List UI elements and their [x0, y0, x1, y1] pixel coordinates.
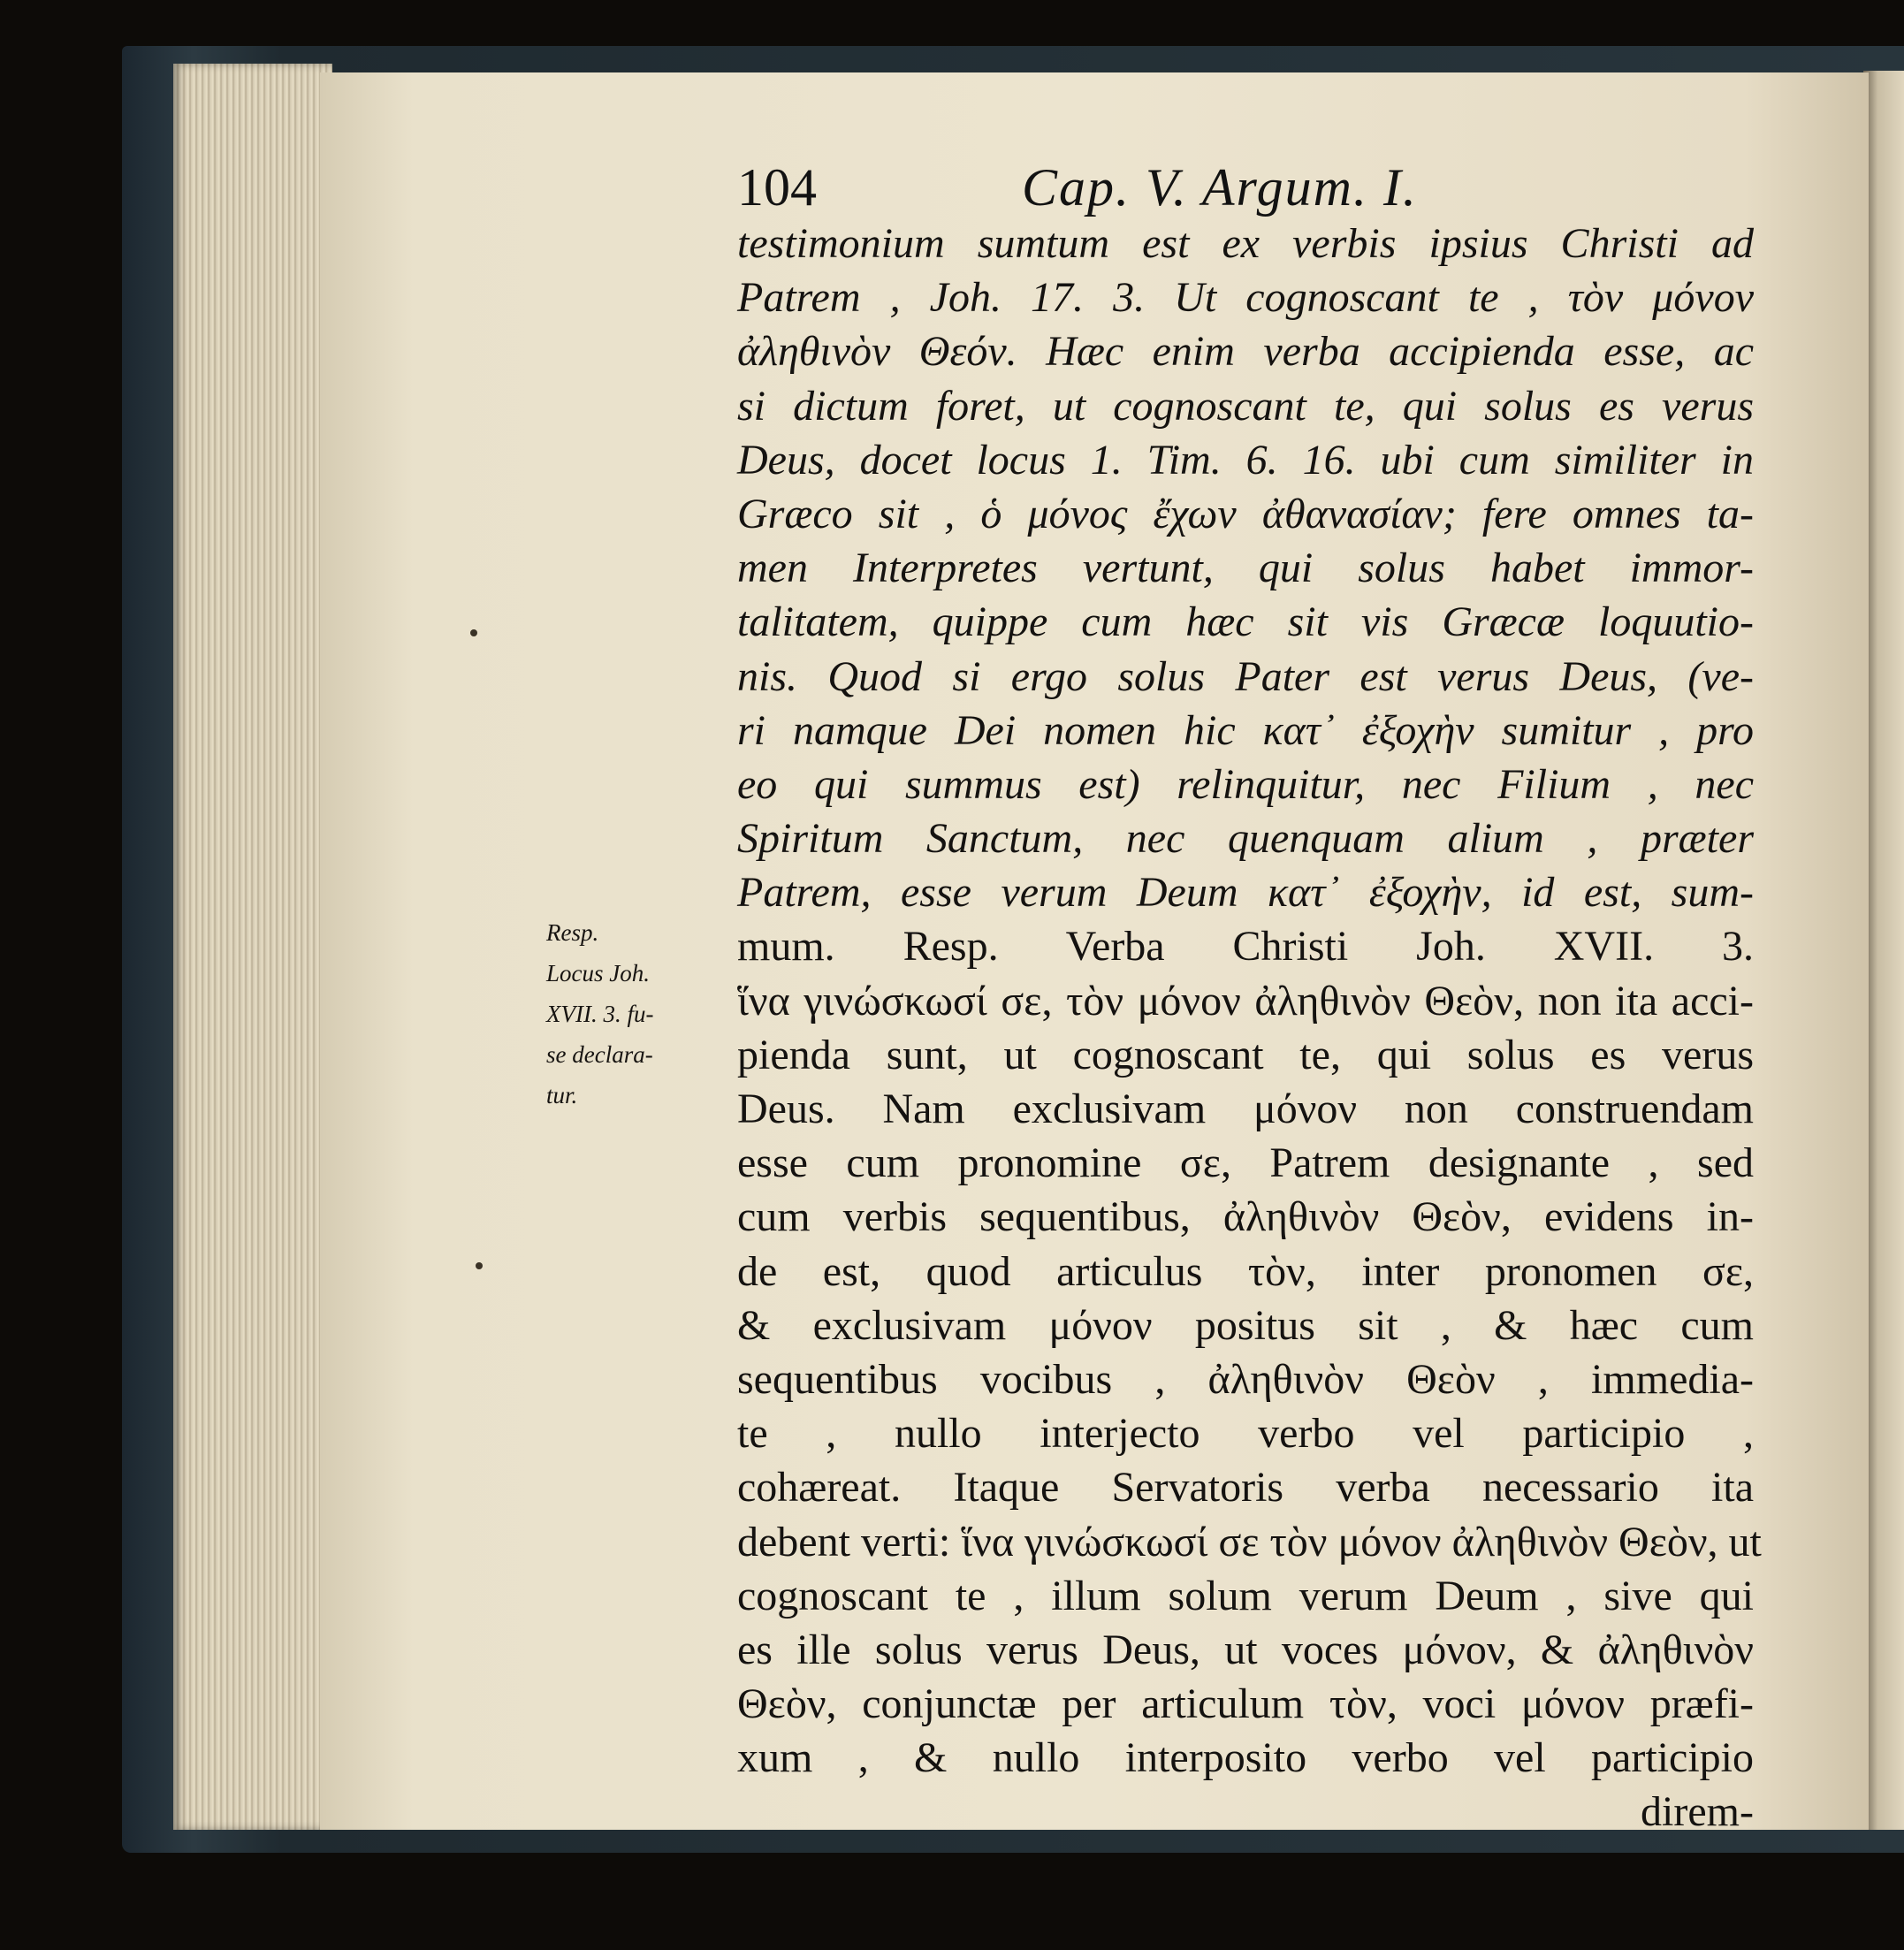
text-line: cum verbis sequentibus, ἀληθινὸν Θεὸν, evidens in-	[737, 1193, 1754, 1241]
text-line: ἵνα γινώσκωσί σε, τὸν μόνον ἀληθινὸν Θεὸν, non ita acci-	[737, 977, 1754, 1025]
text-line: talitatem, quippe cum hæc sit vis Græcæ loquutio-	[737, 598, 1754, 646]
facing-page-edge	[1863, 71, 1904, 1830]
text-line: mum. Resp. Verba Christi Joh. XVII. 3.	[737, 923, 1754, 971]
text-line: cognoscant te , illum solum verum Deum , sive qui	[737, 1572, 1754, 1619]
text-line: de est, quod articulus τὸν, inter pronomen σε,	[737, 1247, 1754, 1295]
margin-note-line: Locus Joh.	[546, 960, 650, 986]
text-line: testimonium sumtum est ex verbis ipsius Christi ad	[737, 220, 1754, 267]
text-line: sequentibus vocibus , ἀληθινὸν Θεὸν , immedia-	[737, 1355, 1754, 1403]
text-line: xum , & nullo interposito verbo vel participio	[737, 1734, 1754, 1782]
text-line: si dictum foret, ut cognoscant te, qui solus es verus	[737, 382, 1754, 430]
text-line: eo qui summus est) relinquitur, nec Filium , nec	[737, 760, 1754, 808]
margin-note-line: se declara-	[546, 1041, 653, 1068]
text-line: Spiritum Sanctum, nec quenquam alium , præter	[737, 815, 1754, 863]
text-line: Θεὸν, conjunctæ per articulum τὸν, voci μόνον præfi-	[737, 1680, 1754, 1728]
margin-note	[546, 912, 728, 1116]
text-line: nis. Quod si ergo solus Pater est verus Deus, (ve-	[737, 652, 1754, 700]
text-line: Deus, docet locus 1. Tim. 6. 16. ubi cum similiter in	[737, 436, 1754, 484]
text-line: Deus. Nam exclusivam μόνον non construendam	[737, 1085, 1754, 1132]
text-line: men Interpretes vertunt, qui solus habet immor-	[737, 545, 1754, 592]
page-edges	[173, 64, 332, 1830]
text-line: pienda sunt, ut cognoscant te, qui solus es verus	[737, 1031, 1754, 1078]
margin-note-line: XVII. 3. fu-	[546, 1001, 654, 1027]
text-line: Patrem , Joh. 17. 3. Ut cognoscant te , τὸν μόνον	[737, 274, 1754, 322]
catchword: direm-	[1641, 1788, 1754, 1836]
margin-note-line: tur.	[546, 1082, 578, 1108]
text-line: te , nullo interjecto verbo vel participio ,	[737, 1410, 1754, 1458]
text-line: es ille solus verus Deus, ut voces μόνον, & ἀληθινὸν	[737, 1626, 1754, 1673]
page-number: 104	[737, 158, 817, 217]
text-line: ἀληθινὸν Θεόν. Hæc enim verba accipienda esse, ac	[737, 328, 1754, 376]
margin-note-line: Resp.	[546, 919, 599, 946]
text-line: ri namque Dei nomen hic κατ᾽ ἐξοχὴν sumitur , pro	[737, 706, 1754, 754]
text-line: Græco sit , ὁ μόνος ἔχων ἀθανασίαν; fere omnes ta-	[737, 490, 1754, 537]
text-line: cohæreat. Itaque Servatoris verba necessario ita	[737, 1464, 1754, 1512]
text-line: & exclusivam μόνον positus sit , & hæc cum	[737, 1301, 1754, 1349]
ink-speck	[470, 629, 477, 636]
text-line: Patrem, esse verum Deum κατ᾽ ἐξοχὴν, id est, sum-	[737, 869, 1754, 917]
text-line: esse cum pronomine σε, Patrem designante , sed	[737, 1139, 1754, 1187]
running-head: Cap. V. Argum. I.	[1022, 158, 1418, 217]
text-line: debent verti: ἵνα γινώσκωσί σε τὸν μόνον ἀληθινὸν Θεὸν, ut	[737, 1518, 1762, 1565]
body-text	[737, 217, 1762, 1840]
ink-speck	[476, 1262, 483, 1269]
